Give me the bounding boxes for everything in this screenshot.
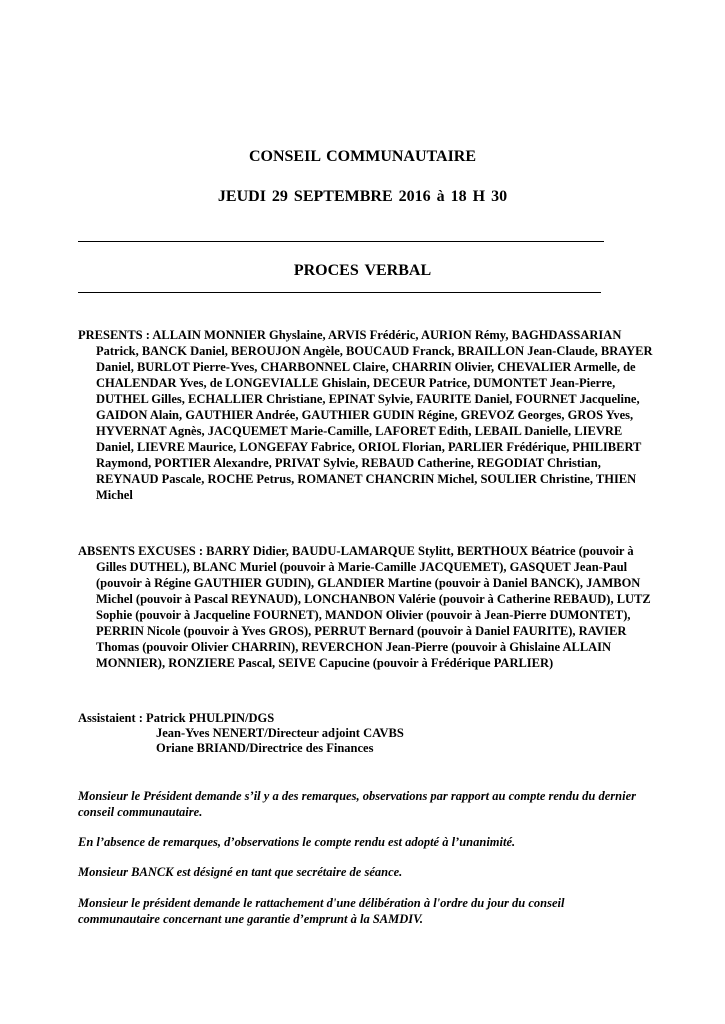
assistant-line: Oriane BRIAND/Directrice des Finances bbox=[156, 741, 374, 755]
minutes-paragraph: Monsieur le Président demande s’il y a des remarques, observations par rapport au compte rendu du dernier conseil communautaire. bbox=[78, 789, 637, 819]
minutes-paragraph: Monsieur le président demande le rattachement d'une délibération à l'ordre du jour du conseil communautaire concernant une garantie d’emprunt à la SAMDIV. bbox=[78, 896, 565, 926]
assistants-block bbox=[78, 711, 404, 756]
divider-top bbox=[78, 241, 604, 242]
meeting-date: JEUDI 29 SEPTEMBRE 2016 à 18 H 30 bbox=[217, 188, 508, 205]
presents-list: PRESENTS : ALLAIN MONNIER Ghyslaine, ARVIS Frédéric, AURION Rémy, BAGHDASSARIAN Patrick, BANCK Daniel, BEROUJON Angèle, BOUCAUD Franck, BRAILLON Jean-Claude, BRAYER Daniel, BURLOT Pierre-Yves, CHARBONNEL Claire, CHARRIN Olivier, CHEVALIER Armelle, de CHALENDAR Yves, de LONGEVIALLE Ghislain, DECEUR Patrice, DUMONTET Jean-Pierre, DUTHEL Gilles, ECHALLIER Christiane, EPINAT Sylvie, FAURITE Daniel, FOURNET Jacqueline, GAIDON Alain, GAUTHIER Andrée, GAUTHIER GUDIN Régine, GREVOZ Georges, GROS Yves, HYVERNAT Agnès, JACQUEMET Marie-Camille, LAFORET Edith, LEBAIL Danielle, LIEVRE Daniel, LIEVRE Maurice, LONGEFAY Fabrice, ORIOL Florian, PARLIER Frédérique, PHILIBERT Raymond, PORTIER Alexandre, PRIVAT Sylvie, REBAUD Catherine, REGODIAT Christian, REYNAUD Pascale, ROCHE Petrus, ROMANET CHANCRIN Michel, SOULIER Christine, THIEN Michel bbox=[78, 328, 653, 502]
absents-list: ABSENTS EXCUSES : BARRY Didier, BAUDU-LAMARQUE Stylitt, BERTHOUX Béatrice (pouvoir à Gilles DUTHEL), BLANC Muriel (pouvoir à Marie-Camille JACQUEMET), GASQUET Jean-Paul (pouvoir à Régine GAUTHIER GUDIN), GLANDIER Martine (pouvoir à Daniel BANCK), JAMBON Michel (pouvoir à Pascal REYNAUD), LONCHANBON Valérie (pouvoir à Catherine REBAUD), LUTZ Sophie (pouvoir à Jacqueline FOURNET), MANDON Olivier (pouvoir à Jean-Pierre DUMONTET), PERRIN Nicole (pouvoir à Yves GROS), PERRUT Bernard (pouvoir à Daniel FAURITE), RAVIER Thomas (pouvoir Olivier CHARRIN), REVERCHON Jean-Pierre (pouvoir à Ghislaine ALLAIN MONNIER), RONZIERE Pascal, SEIVE Capucine (pouvoir à Frédérique PARLIER) bbox=[78, 544, 651, 670]
assistant-line: Assistaient : Patrick PHULPIN/DGS bbox=[78, 711, 275, 725]
minutes-paragraph: En l’absence de remarques, d’observations le compte rendu est adopté à l’unanimité. bbox=[78, 835, 516, 849]
assistant-line: Jean-Yves NENERT/Directeur adjoint CAVBS bbox=[156, 726, 404, 740]
divider-bottom bbox=[78, 292, 601, 293]
document-title: CONSEIL COMMUNAUTAIRE bbox=[248, 148, 477, 165]
minutes-paragraph: Monsieur BANCK est désigné en tant que secrétaire de séance. bbox=[78, 865, 403, 879]
document-subtitle: PROCES VERBAL bbox=[293, 262, 432, 279]
